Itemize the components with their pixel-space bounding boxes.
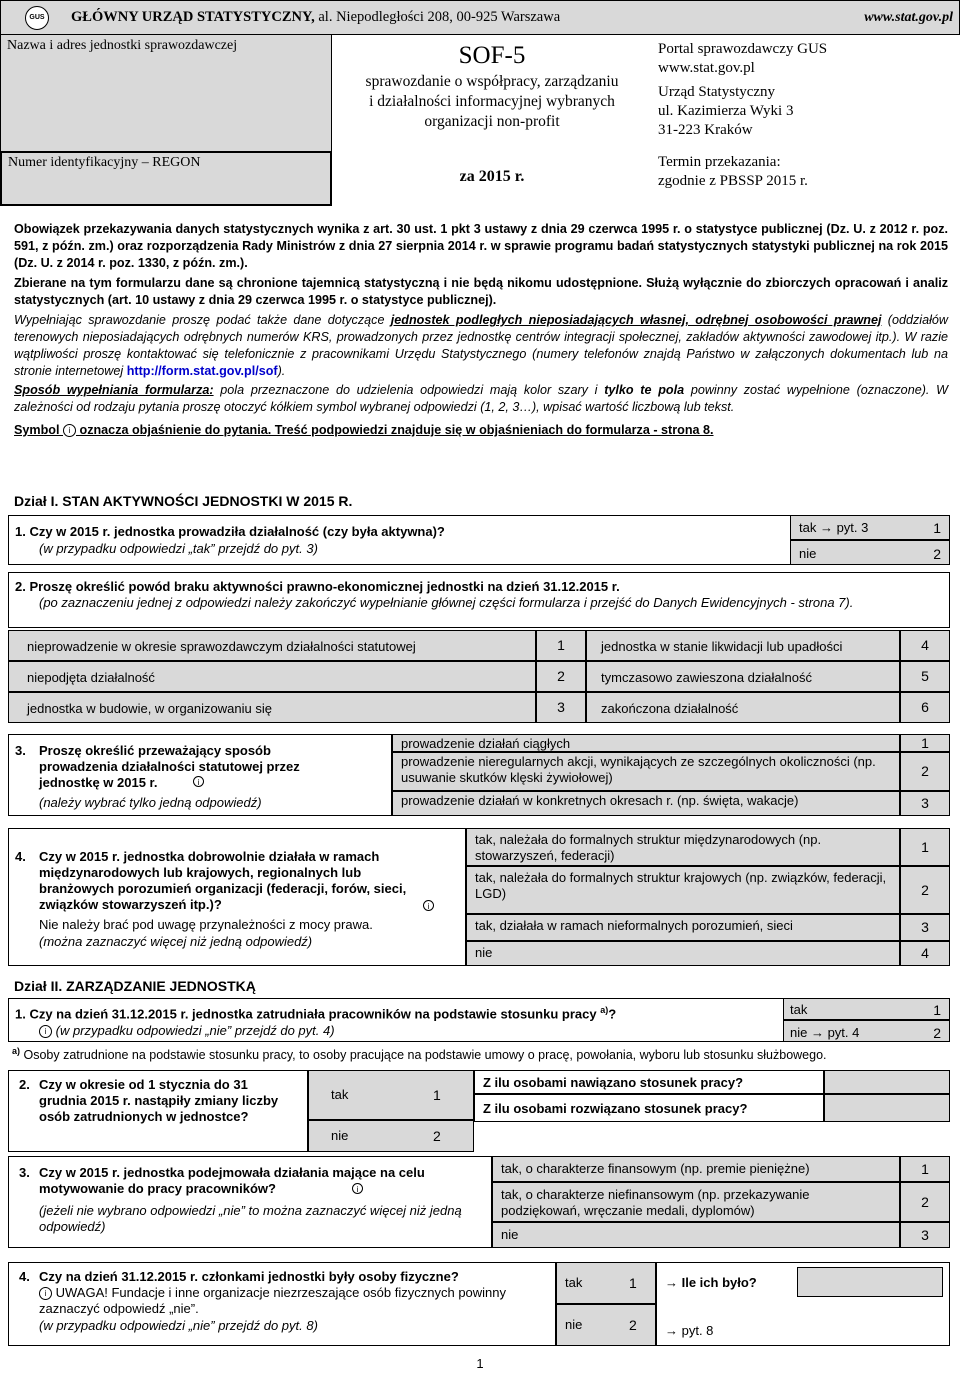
s1-q4-question: 4. Czy w 2015 r. jednostka dobrowolnie działała w ramach międzynarodowych lub krajowych, regionalnych lub branżowych porozumień organizacji (federacji, forów, sieci, związków stowarzyszeń itp.)? Nie należy brać pod uwagę przynależności z mocy prawa. (można zaznaczyć więcej niż jedną odpowiedź) i [8, 828, 466, 966]
s1-q4-option-label: tak, należała do formalnych struktur krajowych (np. związków, federacji, LGD) [475, 870, 887, 901]
unit-name-label: Nazwa i adres jednostki sprawozdawczej [7, 38, 238, 53]
footnote: $^{a)}$ Osoby zatrudnione na podstawie stosunku pracy, to osoby pracujące na podstawie umowy o pracę, powołania, wyboru lub stosunku służbowego. [12, 1046, 827, 1063]
s2-q2-question: 2. Czy w okresie od 1 stycznia do 31 grudnia 2015 r. nastąpiły zmiany liczby osób zatrudnionych w jednostce? [8, 1070, 308, 1152]
form-link[interactable]: http://form.stat.gov.pl/sof [126, 364, 278, 378]
regon-label: Numer identyfikacyjny – REGON [8, 155, 201, 170]
s2-q3-option-code[interactable]: 3 [900, 1222, 950, 1248]
s1-q4-option-label: nie [475, 945, 493, 960]
s2-q3-option-label: tak, o charakterze niefinansowym (np. przekazywanie podziękowań, wręczanie medali, dyplomów) [501, 1187, 810, 1218]
header-website: www.stat.gov.pl [864, 10, 953, 25]
form-title-2: i działalności informacyjnej wybranych [369, 93, 615, 110]
s1-q2-option[interactable] [586, 630, 900, 661]
s1-q4-option-code[interactable]: 4 [900, 941, 950, 966]
s2-q3-option-code[interactable]: 2 [900, 1182, 950, 1222]
s1-q2-option-label: zakończona działalność [601, 701, 739, 716]
info-icon: i [352, 1183, 363, 1194]
form-code: SOF-5 [458, 42, 526, 69]
s1-q4-option-code[interactable]: 3 [900, 914, 950, 941]
s2-q2-hired-input[interactable] [824, 1070, 950, 1094]
info-icon: i [63, 424, 76, 437]
regon-box[interactable] [0, 151, 332, 206]
s1-q2-option[interactable] [8, 692, 536, 723]
section2-title: Dział II. ZARZĄDZANIE JEDNOSTKĄ [14, 978, 256, 994]
s2-q3-option-label: tak, o charakterze finansowym (np. premie pieniężne) [501, 1161, 810, 1176]
s1-q4-option[interactable] [466, 828, 900, 866]
s1-q2-option-label: jednostka w budowie, w organizowaniu się [27, 701, 272, 716]
info-icon: i [39, 1025, 52, 1038]
s2-q2-no[interactable]: nie 2 [308, 1120, 474, 1152]
info-icon: i [193, 776, 204, 787]
header-bar [0, 0, 960, 35]
s1-q2-option[interactable] [586, 692, 900, 723]
s1-q2-option[interactable] [8, 630, 536, 661]
s2-q3-option[interactable] [492, 1182, 900, 1222]
s1-q2-option[interactable] [8, 661, 536, 692]
s2-q3-option-label: nie [501, 1227, 519, 1242]
portal-info: Portal sprawozdawczy GUS www.stat.gov.pl Urząd Statystyczny ul. Kazimierza Wyki 3 31-223 Kraków Termin przekazania: zgodnie z PBSSP 2015 r. [658, 41, 828, 189]
s1-q2-option-code[interactable]: 5 [900, 661, 950, 692]
s1-q4-option[interactable] [466, 866, 900, 914]
s1-q2-option[interactable] [586, 661, 900, 692]
s1-q1-no[interactable]: nie 2 [790, 540, 950, 565]
form-title-block [332, 42, 652, 132]
s2-q3-option[interactable] [492, 1156, 900, 1182]
s1-q3-option-code[interactable]: 1 [900, 734, 950, 752]
s1-q2-option-code[interactable]: 3 [536, 692, 586, 723]
s1-q3-option[interactable] [392, 734, 900, 752]
s1-q2-option-code[interactable]: 2 [536, 661, 586, 692]
s2-q3-option[interactable] [492, 1222, 900, 1248]
s1-q2-option-label: niepodjęta działalność [27, 670, 155, 685]
s1-q3-option-label: prowadzenie działań ciągłych [401, 736, 571, 751]
s1-q3-option-code[interactable]: 3 [900, 791, 950, 816]
legal-basis: Obowiązek przekazywania danych statystycznych wynika z art. 30 ust. 1 pkt 3 ustawy z dnia 29 czerwca 1995 r. o statystyce publicznej (Dz. U. z 2012 r. poz. 591, z późn. zm.) oraz rozporządzenia Rady Ministrów z dnia 27 sierpnia 2014 r. w sprawie programu badań statystycznych statystyki publicznej na rok 2015 (Dz. U. z 2014 r. poz. 1330, z późn. zm.). [14, 222, 948, 270]
form-title-1: sprawozdanie o współpracy, zarządzaniu [365, 73, 619, 90]
s1-q2-option-label: jednostka w stanie likwidacji lub upadłości [601, 639, 843, 654]
s1-q2-option-code[interactable]: 6 [900, 692, 950, 723]
header-office: GŁÓWNY URZĄD STATYSTYCZNY, al. Niepodległości 208, 00-925 Warszawa [71, 9, 561, 25]
section1-title: Dział I. STAN AKTYWNOŚCI JEDNOSTKI W 2015 R. [14, 493, 353, 509]
s1-q3-option[interactable] [392, 752, 900, 791]
s1-q1-yes[interactable]: tak → pyt. 3 1 [790, 515, 950, 540]
s1-q4-option[interactable] [466, 914, 900, 941]
s1-q2-option-code[interactable]: 1 [536, 630, 586, 661]
info-icon: i [423, 900, 434, 911]
gus-logo: GUS [25, 6, 49, 30]
s1-q3-option[interactable] [392, 791, 900, 816]
instructions-subunits: Wypełniając sprawozdanie proszę podać także dane dotyczące jednostek podległych nieposiadających własnej, odrębnej osobowości prawnej (oddziałów terenowych nieposiadających odrębnych numerów KRS, prowadzonych przez jednostkę centrów integracji społecznej, zakładów aktywności zawodowej itp.). W razie wątpliwości proszę kontaktować się telefonicznie z pracownikami Urzędu Statystycznego (numery telefonów znajdą Państwo w załączonych dokumentach lub na stronie internetowej http://form.stat.gov.pl/sof). [14, 313, 948, 378]
s2-q3-question: 3. Czy w 2015 r. jednostka podejmowała działania mające na celu motywowanie do pracy pracowników? i (jeżeli nie wybrano odpowiedzi „nie” to można zaznaczyć więcej niż jedną odpowiedź) [8, 1156, 492, 1248]
instructions-fill: Sposób wypełniania formularza: pola przeznaczone do udzielenia odpowiedzi mają kolor szary i tylko te pola powinny zostać wypełnione (oznaczone). W zależności od rodzaju pytania proszę otoczyć kółkiem symbol wybranej odpowiedzi (1, 2, 3…), wpisać wartość liczbową lub tekst. [14, 383, 948, 414]
symbol-explanation: Symbol i oznacza objaśnienie do pytania. Treść podpowiedzi znajduje się w objaśnieniach do formularza - strona 8. [14, 423, 714, 437]
intro-text [14, 221, 948, 439]
s2-q4-followup: → Ile ich było? → pyt. 8 [656, 1262, 950, 1346]
page-number: 1 [476, 1356, 484, 1371]
s1-q3-option-label: prowadzenie działań w konkretnych okresach r. (np. święta, wakacje) [401, 793, 799, 808]
s1-q3-question: 3. Proszę określić przeważający sposób prowadzenia działalności statutowej przez jednostkę w 2015 r. (należy wybrać tylko jedną odpowiedź) i [8, 734, 392, 816]
s1-q3-option-code[interactable]: 2 [900, 752, 950, 791]
s2-q2-yes[interactable]: tak 1 [308, 1070, 474, 1120]
s1-q2-option-code[interactable]: 4 [900, 630, 950, 661]
info-icon: i [39, 1287, 52, 1300]
s1-q4-option-code[interactable]: 1 [900, 828, 950, 866]
s2-q3-option-code[interactable]: 1 [900, 1156, 950, 1182]
form-title-3: organizacji non-profit [424, 113, 560, 130]
s1-q1-question: 1. Czy w 2015 r. jednostka prowadziła działalność (czy była aktywna)? (w przypadku odpowiedzi „tak” przejdź do pyt. 3) [8, 515, 790, 565]
s1-q3-option-label: prowadzenie nieregularnych akcji, wynikających ze szczególnych okoliczności (np. usuwanie skutków klęski żywiołowej) [401, 754, 876, 785]
s2-q1-question: 1. Czy na dzień 31.12.2015 r. jednostka zatrudniała pracowników na podstawie stosunku pracy $^{a)}$? i (w przypadku odpowiedzi „nie” przejdź do pyt. 4) [8, 998, 783, 1042]
s1-q4-option-code[interactable]: 2 [900, 866, 950, 914]
unit-name-box[interactable] [0, 34, 332, 152]
s2-q4-no[interactable]: nie 2 [556, 1304, 656, 1346]
s1-q4-option-label: tak, należała do formalnych struktur międzynarodowych (np. stowarzyszeń, federacji) [475, 832, 822, 863]
s2-q4-count-input[interactable] [797, 1267, 943, 1297]
s1-q4-option-label: tak, działała w ramach nieformalnych porozumień, sieci [475, 918, 793, 933]
s2-q4-question: 4. Czy na dzień 31.12.2015 r. członkami jednostki były osoby fizyczne? i UWAGA! Fundacje i inne organizacje niezrzeszające osób fizycznych powinny zaznaczyć odpowiedź „nie”. (w przypadku odpowiedzi „nie” przejdź do pyt. 8) [8, 1262, 556, 1346]
s2-q4-yes[interactable]: tak 1 [556, 1262, 656, 1304]
s1-q2-question: 2. Proszę określić powód braku aktywności prawno-ekonomicznej jednostki na dzień 31.12.2015 r. (po zaznaczeniu jednej z odpowiedzi należy zakończyć wypełnianie głównej części formularza i przejść do Danych Ewidencyjnych - strona 7). [8, 572, 950, 628]
confidentiality: Zbierane na tym formularzu dane są chronione tajemnicą statystyczną i nie będą nikomu udostępnione. Służą wyłącznie do zbiorczych opracowań i analiz statystycznych (art. 10 ustawy z dnia 29 czerwca 1995 r. o statystyce publicznej). [14, 276, 948, 307]
s1-q4-option[interactable] [466, 941, 900, 966]
s2-q1-yes[interactable]: tak 1 [783, 998, 950, 1020]
s2-q1-no[interactable]: nie → pyt. 4 2 [783, 1020, 950, 1042]
s1-q2-option-label: nieprowadzenie w okresie sprawozdawczym działalności statutowej [27, 639, 416, 654]
s2-q2-ended-input[interactable] [824, 1094, 950, 1122]
s2-q2-hired-label: Z ilu osobami nawiązano stosunek pracy? [474, 1070, 824, 1094]
form-year: za 2015 r. [459, 168, 525, 185]
s2-q2-ended-label: Z ilu osobami rozwiązano stosunek pracy? [474, 1094, 824, 1122]
s1-q2-option-label: tymczasowo zawieszona działalność [601, 670, 812, 685]
